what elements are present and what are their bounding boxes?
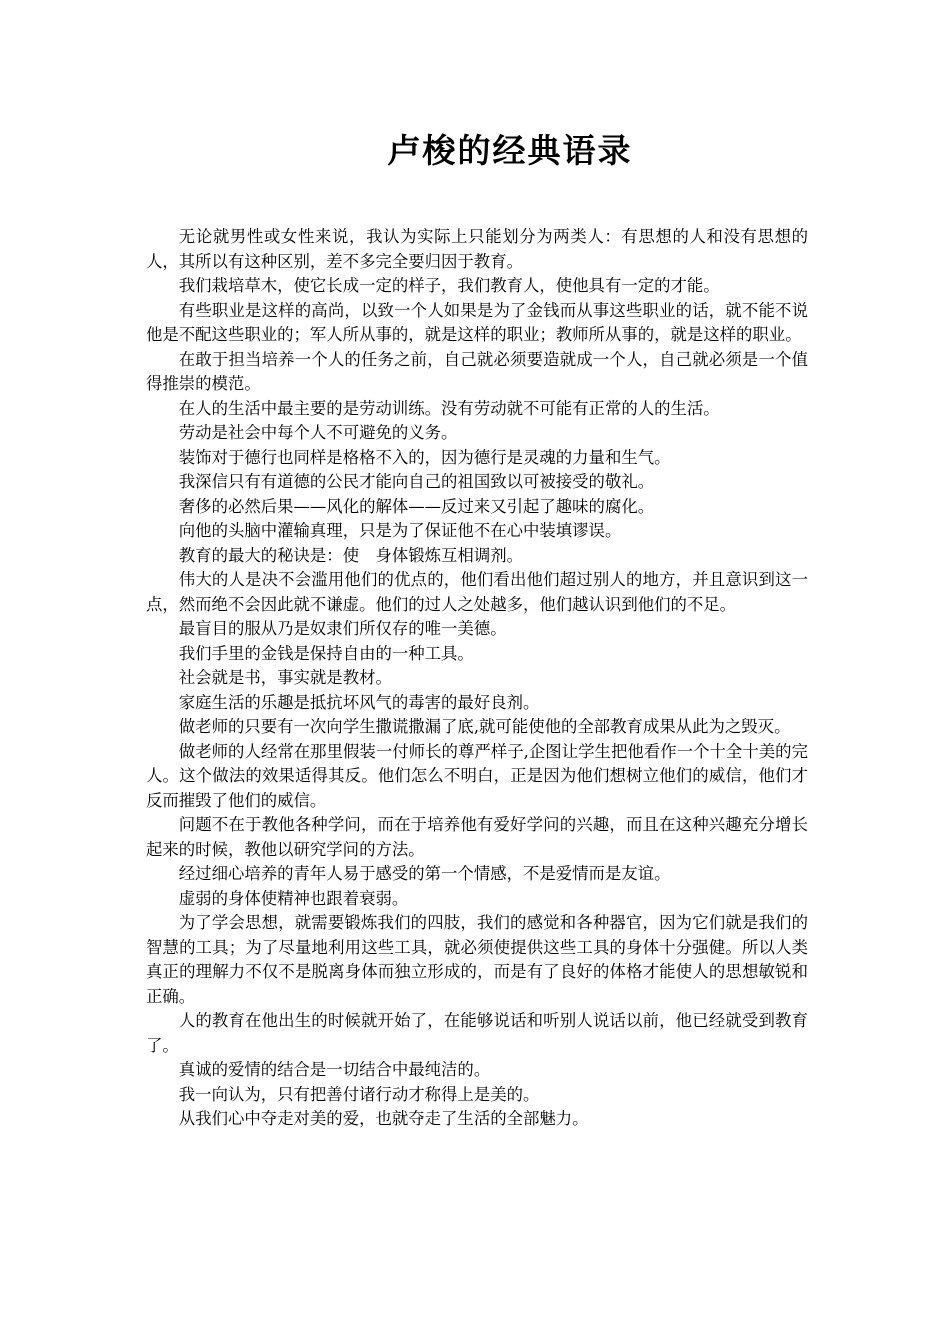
quote-paragraph: 我深信只有有道德的公民才能向自己的祖国致以可被接受的敬礼。 [178, 472, 655, 491]
quote-paragraph: 在敢于担当培养一个人的任务之前，自己就必须要造就成一个人，自己就必须是一个值得推崇的模范。 [146, 349, 808, 393]
quote-paragraph: 向他的头脑中灌输真理，只是为了保证他不在心中装填谬误。 [178, 521, 622, 540]
quote-paragraph: 家庭生活的乐趣是抵抗坏风气的毒害的最好良剂。 [178, 692, 540, 712]
quote-paragraph: 人的教育在他出生的时候就开始了，在能够说话和听别人说话以前，他已经就受到教育了。 [146, 1011, 808, 1055]
quote-paragraph: 真诚的爱情的结合是一切结合中最纯洁的。 [178, 1060, 491, 1079]
quote-paragraph: 为了学会思想，就需要锻炼我们的四肢，我们的感觉和各种器官，因为它们就是我们的智慧的工具；为了尽量地利用这些工具，就必须使提供这些工具的身体十分强健。所以人类真正的理解力不仅不是脱离身体而独立形成的，而是有了良好的体格才能使人的思想敏锐和正确。 [146, 913, 808, 1006]
quote-paragraph: 装饰对于德行也同样是格格不入的，因为德行是灵魂的力量和生气。 [178, 447, 671, 467]
quote-paragraph: 无论就男性或女性来说，我认为实际上只能划分为两类人：有思想的人和没有思想的人，其所以有这种区别，差不多完全要归因于教育。 [146, 227, 808, 271]
quote-paragraph: 教育的最大的秘诀是：使 身体锻炼互相调剂。 [178, 545, 523, 565]
quote-paragraph: 做老师的只要有一次向学生撒谎撒漏了底,就可能使他的全部教育成果从此为之毁灭。 [178, 717, 791, 736]
quote-paragraph: 我们栽培草木，使它长成一定的样子，我们教育人，使他具有一定的才能。 [178, 276, 720, 295]
quote-paragraph: 我们手里的金钱是保持自由的一种工具。 [178, 643, 474, 663]
document-title: 卢梭的经典语录 [387, 131, 633, 170]
quote-paragraph: 伟大的人是决不会滥用他们的优点的，他们看出他们超过别人的地方，并且意识到这一点，然而绝不会因此就不谦虚。他们的过人之处越多，他们越认识到他们的不足。 [146, 570, 808, 614]
quote-paragraph: 经过细心培养的青年人易于感受的第一个情感，不是爱情而是友谊。 [178, 864, 671, 883]
quote-paragraph: 劳动是社会中每个人不可避免的义务。 [178, 423, 458, 442]
quote-paragraph: 有些职业是这样的高尚，以致一个人如果是为了金钱而从事这些职业的话，就不能不说他是不配这些职业的；军人所从事的，就是这样的职业；教师所从事的，就是这样的职业。 [146, 300, 808, 344]
quote-paragraph: 在人的生活中最主要的是劳动训练。没有劳动就不可能有正常的人的生活。 [178, 398, 720, 418]
quote-paragraph: 最盲目的服从乃是奴隶们所仅存的唯一美德。 [178, 619, 507, 638]
document-body [146, 225, 808, 1132]
quote-paragraph: 虚弱的身体使精神也跟着衰弱。 [178, 888, 409, 908]
quote-paragraph: 问题不在于教他各种学问，而在于培养他有爱好学问的兴趣，而且在这种兴趣充分增长起来的时候，教他以研究学问的方法。 [146, 815, 808, 859]
quote-paragraph: 社会就是书，事实就是教材。 [178, 668, 392, 687]
quote-paragraph: 从我们心中夺走对美的爱，也就夺走了生活的全部魅力。 [178, 1109, 589, 1128]
quote-paragraph: 奢侈的必然后果——风化的解体——反过来又引起了趣味的腐化。 [178, 496, 655, 516]
quote-paragraph: 我一向认为，只有把善付诸行动才称得上是美的。 [178, 1084, 540, 1104]
quote-paragraph: 做老师的人经常在那里假装一付师长的尊严样子,企图让学生把他看作一个十全十美的完人。这个做法的效果适得其反。他们怎么不明白，正是因为他们想树立他们的威信，他们才反而摧毁了他们的威信。 [146, 741, 808, 810]
